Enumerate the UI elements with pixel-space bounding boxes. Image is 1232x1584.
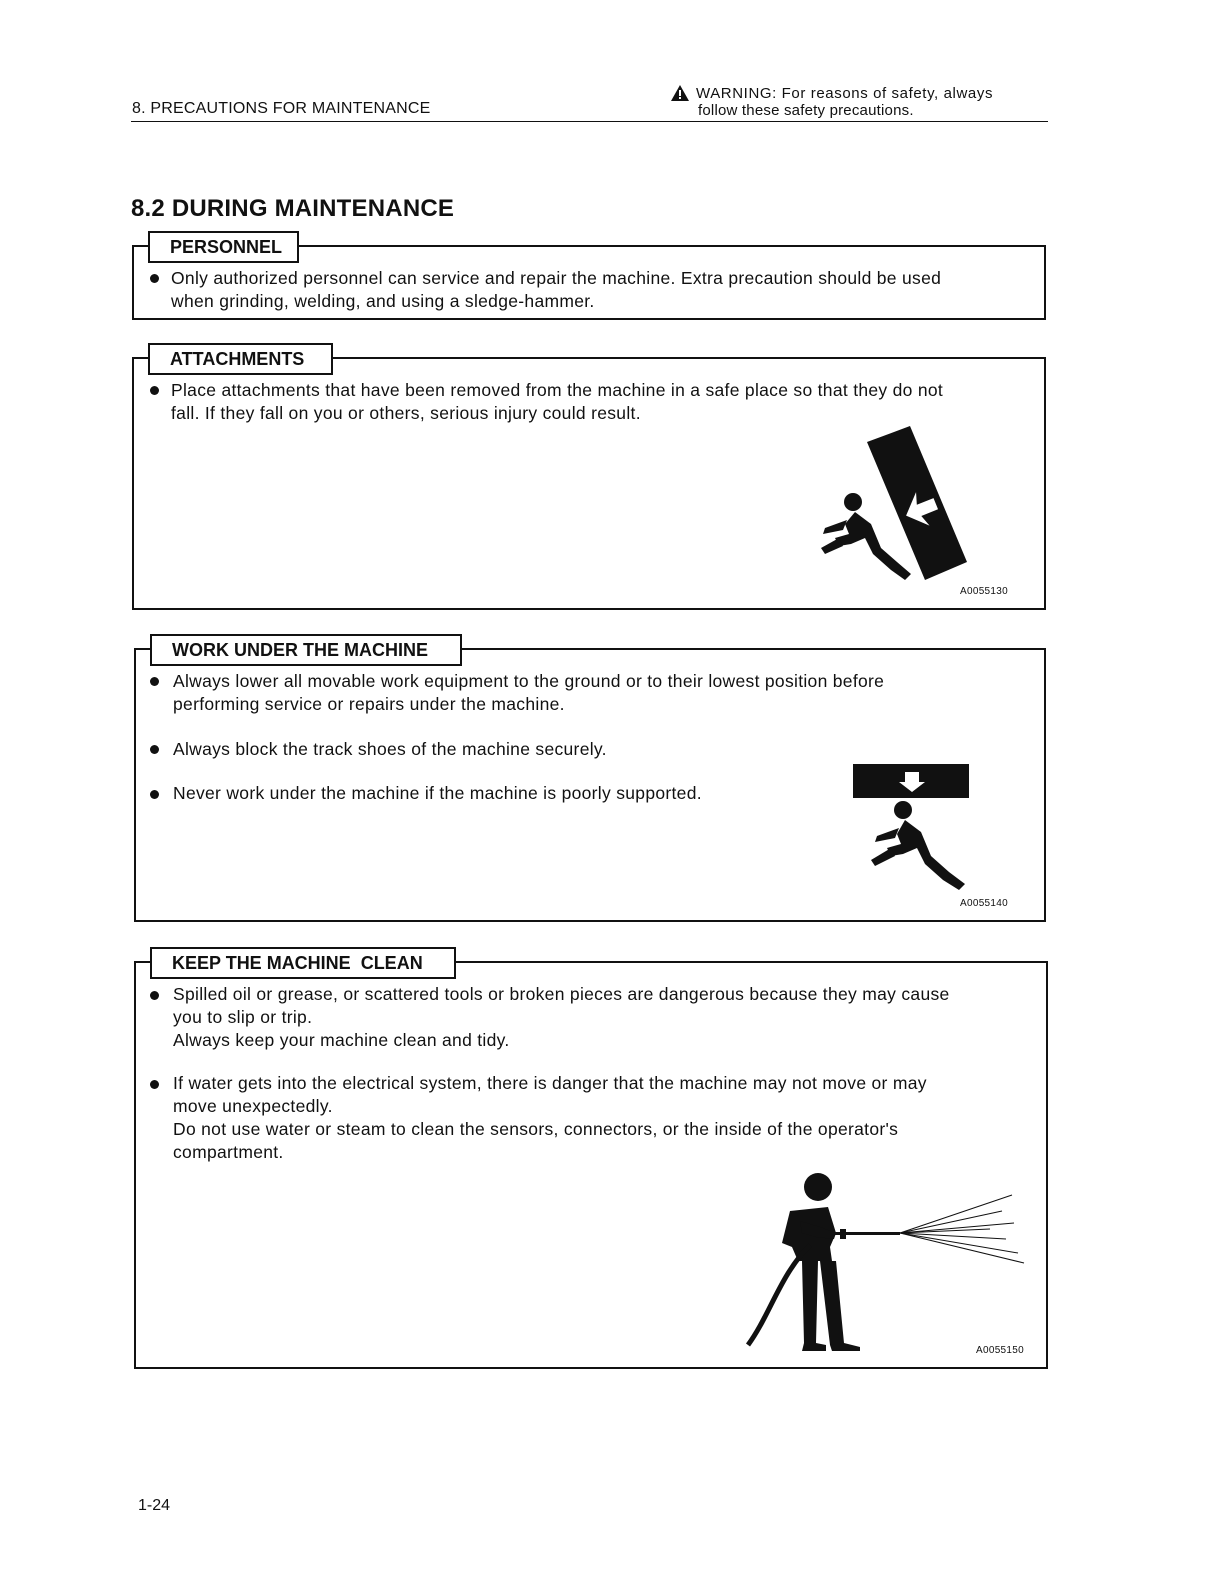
item-line: Always keep your machine clean and tidy. — [173, 1030, 510, 1050]
personnel-label-text: PERSONNEL — [170, 236, 283, 257]
item-line: when grinding, welding, and using a sledge-hammer. — [171, 291, 595, 311]
page-number: 1-24 — [138, 1497, 171, 1514]
bullet-icon — [150, 745, 159, 754]
bullet-icon — [150, 790, 159, 799]
bullet-icon — [150, 1080, 159, 1089]
figure-code: A0055140 — [960, 898, 1009, 909]
header-rule — [131, 121, 1048, 122]
item-line: Always lower all movable work equipment to the ground or to their lowest position before — [173, 671, 885, 691]
keep-clean-item — [173, 1072, 1031, 1164]
work-under-item — [173, 670, 1029, 716]
item-line: If water gets into the electrical system, there is danger that the machine may not move or may — [173, 1073, 927, 1093]
work-under-label-tick — [134, 648, 150, 650]
keep-clean-label — [150, 947, 456, 979]
keep-clean-label-tick — [134, 961, 150, 963]
personnel-label — [148, 231, 299, 263]
warning-triangle-icon — [670, 84, 690, 102]
personnel-label-tick — [132, 245, 148, 247]
item-line: fall. If they fall on you or others, serious injury could result. — [171, 403, 641, 423]
warning-text-line1: WARNING: For reasons of safety, always — [696, 84, 994, 102]
item-line: you to slip or trip. — [173, 1007, 313, 1027]
item-line: Spilled oil or grease, or scattered tools or broken pieces are dangerous because they may cause — [173, 984, 950, 1004]
attachments-item — [171, 379, 1029, 425]
personnel-item — [171, 267, 1029, 313]
item-line: Place attachments that have been removed from the machine in a safe place so that they do not — [171, 380, 944, 400]
work-under-label-text: WORK UNDER THE MACHINE — [172, 639, 428, 660]
item-line: move unexpectedly. — [173, 1096, 333, 1116]
item-line: Never work under the machine if the machine is poorly supported. — [173, 783, 702, 803]
attachments-label — [148, 343, 333, 375]
keep-clean-label-text: KEEP THE MACHINE CLEAN — [172, 952, 423, 973]
warning-text-line2: follow these safety precautions. — [698, 102, 914, 119]
bullet-icon — [150, 991, 159, 1000]
work-under-item — [173, 782, 833, 805]
crush-hazard-illustration — [845, 760, 975, 895]
attachments-label-tick — [132, 357, 148, 359]
bullet-icon — [150, 386, 159, 395]
pressure-washer-illustration — [740, 1165, 1030, 1355]
item-line: compartment. — [173, 1142, 284, 1162]
running-header-section: 8. PRECAUTIONS FOR MAINTENANCE — [132, 100, 431, 117]
item-line: Always block the track shoes of the machine securely. — [173, 739, 607, 759]
falling-attachment-illustration — [815, 420, 975, 585]
bullet-icon — [150, 274, 159, 283]
item-line: performing service or repairs under the machine. — [173, 694, 565, 714]
item-line: Do not use water or steam to clean the sensors, connectors, or the inside of the operator's — [173, 1119, 899, 1139]
work-under-label — [150, 634, 462, 666]
item-line: Only authorized personnel can service and repair the machine. Extra precaution should be used — [171, 268, 942, 288]
bullet-icon — [150, 677, 159, 686]
figure-code: A0055150 — [976, 1345, 1025, 1356]
figure-code: A0055130 — [960, 586, 1009, 597]
keep-clean-item — [173, 983, 1031, 1052]
attachments-label-text: ATTACHMENTS — [170, 348, 305, 369]
running-header-warning — [670, 84, 1048, 119]
work-under-item — [173, 738, 1029, 761]
page-title: 8.2 DURING MAINTENANCE — [131, 195, 455, 222]
